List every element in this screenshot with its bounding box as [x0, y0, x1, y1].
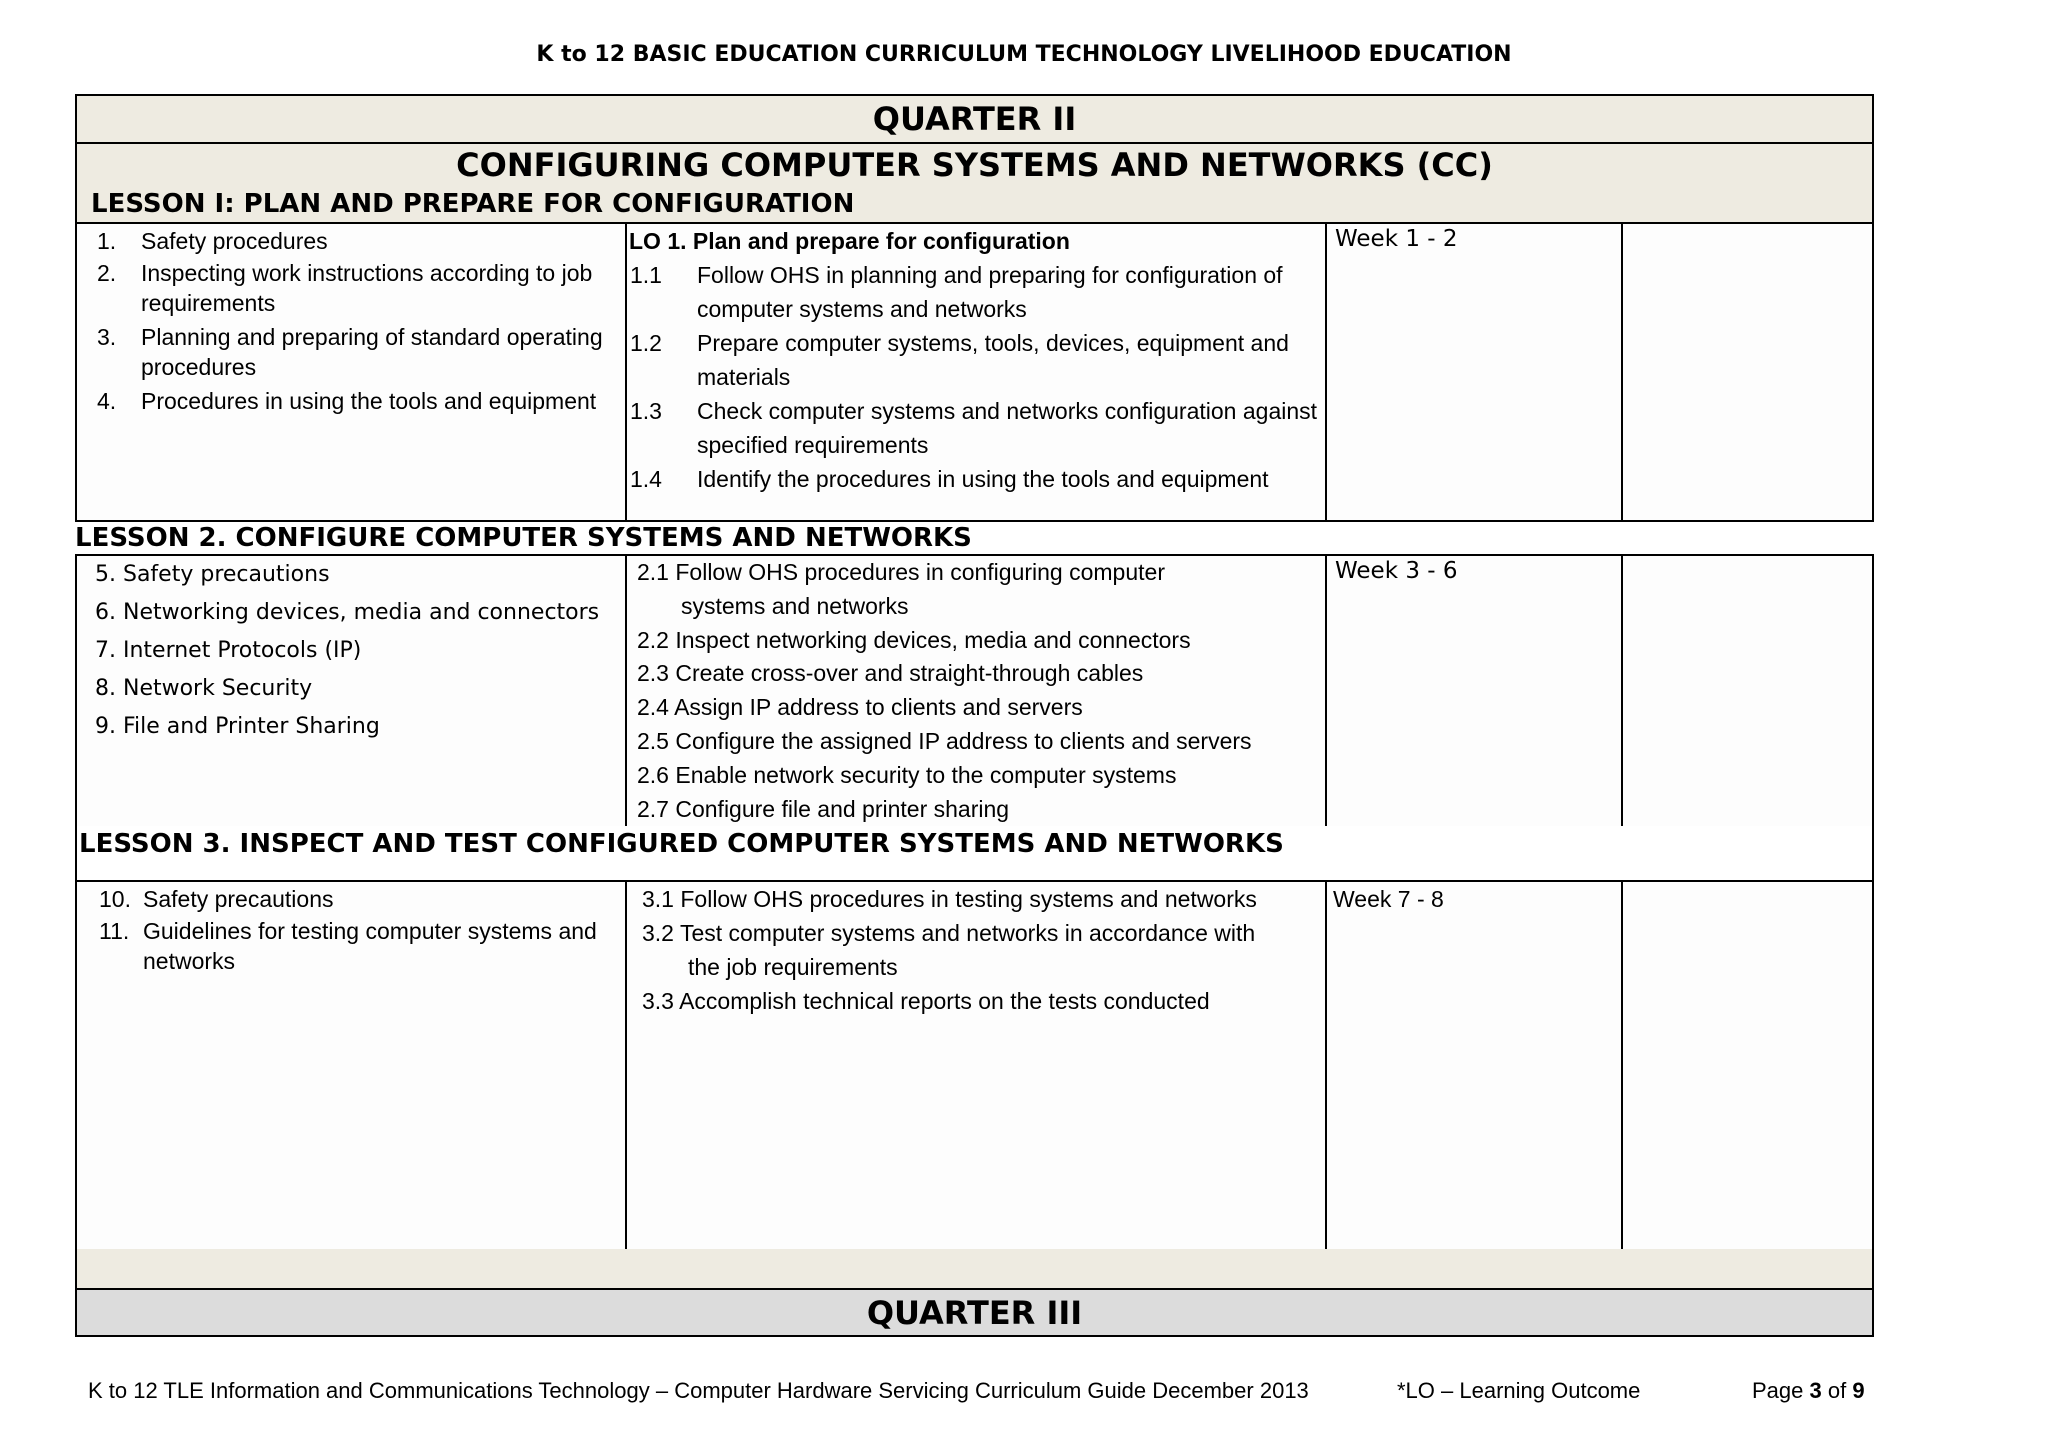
lesson-3-heading: LESSON 3. INSPECT AND TEST CONFIGURED COMPUTER SYSTEMS AND NETWORKS: [79, 829, 1284, 859]
content-item: 7. Internet Protocols (IP): [95, 638, 362, 663]
outcome-item-continued: the job requirements: [688, 954, 898, 980]
quarter-ii-label: QUARTER II: [872, 100, 1077, 138]
current-page: 3: [1809, 1378, 1822, 1403]
outcome-item: 2.4 Assign IP address to clients and servers: [637, 694, 1083, 721]
content-item: 2. Inspecting work instructions according to job requirements: [97, 260, 593, 316]
content-item: 3. Planning and preparing of standard operating procedures: [97, 324, 603, 380]
outcome-item: 1.1 Follow OHS in planning and preparing for configuration of computer systems and networks: [630, 262, 1283, 322]
lesson-1-outcomes: [627, 224, 1327, 520]
outcome-item: 3.1 Follow OHS procedures in testing systems and networks: [642, 886, 1257, 912]
content-item: 5. Safety precautions: [95, 562, 330, 587]
footer-page-number: Page 3 of 9: [1752, 1378, 1865, 1403]
lesson-2-outcomes: [627, 556, 1327, 826]
outcome-item: 2.1 Follow OHS procedures in configuring computer: [637, 559, 1165, 585]
lesson-3-row: [75, 880, 1874, 1251]
outcome-item: 2.7 Configure file and printer sharing: [637, 795, 1010, 822]
lesson-1-week: Week 1 - 2: [1327, 224, 1623, 520]
document-header: K to 12 BASIC EDUCATION CURRICULUM TECHNOLOGY LIVELIHOOD EDUCATION: [536, 42, 1512, 67]
outcome-item: 1.3 Check computer systems and networks configuration against specified requirements: [630, 398, 1318, 458]
quarter-iii-label: QUARTER III: [866, 1293, 1083, 1332]
lesson-3-heading-row: [75, 826, 1874, 882]
content-item: 9. File and Printer Sharing: [95, 714, 380, 739]
outcome-item-continued: systems and networks: [681, 592, 909, 619]
quarter-iii-band: [75, 1288, 1874, 1337]
lesson-1-notes: [1623, 224, 1872, 520]
subject-title: CONFIGURING COMPUTER SYSTEMS AND NETWORKS (CC): [456, 146, 1493, 184]
outcome-item: 2.5 Configure the assigned IP address to clients and servers: [637, 727, 1252, 754]
outcome-item: 2.2 Inspect networking devices, media and connectors: [637, 626, 1191, 653]
lesson-3-week: Week 7 - 8: [1327, 882, 1623, 1249]
lesson-2-heading: LESSON 2. CONFIGURE COMPUTER SYSTEMS AND NETWORKS: [75, 523, 972, 553]
lesson-1-heading: LESSON I: PLAN AND PREPARE FOR CONFIGURATION: [75, 186, 1874, 224]
footer-guide-title: K to 12 TLE Information and Communications Technology – Computer Hardware Servicing Curriculum Guide December 2013: [88, 1378, 1309, 1403]
lesson-2-row: [75, 554, 1874, 828]
lesson-3-notes: [1623, 882, 1872, 1249]
outcome-item: 2.3 Create cross-over and straight-through cables: [637, 660, 1144, 687]
lo-title: LO 1. Plan and prepare for configuration: [629, 228, 1070, 254]
total-pages: 9: [1852, 1378, 1865, 1403]
footer-lo-note: *LO – Learning Outcome: [1397, 1378, 1641, 1403]
content-item: 4. Procedures in using the tools and equipment: [97, 388, 597, 414]
content-item: 1. Safety procedures: [97, 228, 328, 254]
content-item: 8. Network Security: [95, 676, 313, 701]
quarter-ii-band: [75, 94, 1874, 144]
outcome-item: 1.4 Identify the procedures in using the tools and equipment: [630, 466, 1269, 492]
content-item: 10. Safety precautions: [99, 886, 334, 912]
outcome-item: 2.6 Enable network security to the computer systems: [637, 761, 1177, 788]
content-item: 11. Guidelines for testing computer systems and networks: [99, 918, 597, 974]
empty-band: [75, 1249, 1874, 1290]
outcome-item: 3.2 Test computer systems and networks in accordance with: [642, 920, 1256, 946]
lesson-3-outcomes: [627, 882, 1327, 1249]
outcome-item: 1.2 Prepare computer systems, tools, devices, equipment and materials: [630, 330, 1289, 390]
outcome-item: 3.3 Accomplish technical reports on the tests conducted: [642, 988, 1210, 1014]
content-item: 6. Networking devices, media and connectors: [95, 600, 600, 625]
lesson-1-content: [77, 224, 627, 520]
lesson-2-content: [77, 556, 627, 826]
subject-title-band: [75, 142, 1874, 188]
lesson-3-content: [77, 882, 627, 1249]
lesson-2-notes: [1623, 556, 1872, 826]
lesson-2-week: Week 3 - 6: [1327, 556, 1623, 826]
lesson-1-row: [75, 222, 1874, 522]
